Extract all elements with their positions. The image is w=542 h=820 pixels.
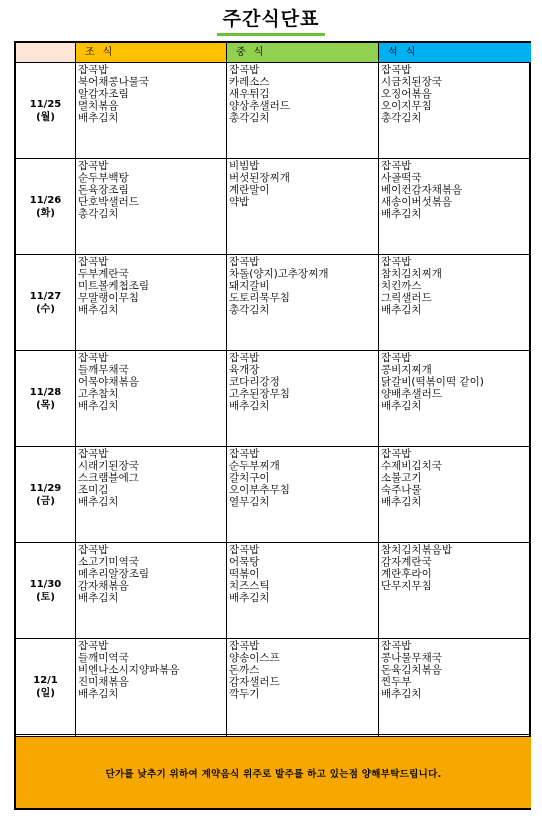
menu-item: 잡곡밥 (381, 160, 412, 172)
menu-item: 시금치된장국 (381, 76, 442, 88)
menu-item: 사골떡국 (381, 172, 422, 184)
menu-item: 진미채볶음 (78, 676, 129, 688)
menu-item: 알감자조림 (78, 88, 129, 100)
date-label: 11/27 (29, 290, 62, 302)
menu-item: 어묵탕 (229, 556, 260, 568)
menu-item: 코다리강정 (229, 376, 280, 388)
column-divider (378, 43, 379, 736)
menu-item: 숙주나물 (381, 484, 422, 496)
menu-item: 비엔나소시지양파볶음 (78, 664, 180, 676)
date-label: 11/25 (29, 98, 62, 110)
menu-item: 들깨무채국 (78, 364, 129, 376)
menu-item: 수제비김치국 (381, 460, 442, 472)
date-cell (16, 255, 75, 350)
dinner-menu-cell (378, 640, 531, 700)
menu-item: 새송이버섯볶음 (381, 196, 453, 208)
menu-item: 순두부백탕 (78, 172, 129, 184)
weekday-label: (월) (36, 111, 55, 123)
menu-item: 무말랭이무침 (78, 292, 139, 304)
menu-item: 약밥 (229, 196, 250, 208)
menu-item: 잡곡밥 (78, 544, 109, 556)
menu-item: 배추김치 (78, 496, 119, 508)
title-wrap (0, 6, 542, 36)
menu-item: 버섯된장찌개 (229, 172, 290, 184)
weekday-label: (수) (36, 303, 55, 315)
breakfast-menu-cell (75, 640, 226, 700)
menu-item: 열무김치 (229, 496, 270, 508)
menu-item: 잡곡밥 (229, 448, 260, 460)
date-cell (16, 63, 75, 158)
footer-notice (16, 736, 531, 808)
menu-item: 닭갈비(떡볶이떡 같이) (381, 376, 484, 388)
header-lunch-label: 중식 (236, 47, 272, 58)
menu-item: 배추김치 (381, 688, 422, 700)
menu-item: 갈치구이 (229, 472, 270, 484)
menu-item: 배추김치 (78, 688, 119, 700)
breakfast-menu-cell (75, 160, 226, 220)
menu-item: 북어채콩나물국 (78, 76, 150, 88)
breakfast-menu-cell (75, 352, 226, 412)
lunch-menu-cell (226, 640, 378, 700)
breakfast-menu-cell (75, 448, 226, 508)
menu-item: 총각김치 (381, 112, 422, 124)
menu-item: 새우튀김 (229, 88, 270, 100)
day-row (16, 351, 531, 447)
header-breakfast-label: 조식 (85, 47, 121, 58)
weekday-label: (목) (36, 399, 55, 411)
menu-item: 잡곡밥 (229, 640, 260, 652)
menu-item: 들깨미역국 (78, 652, 129, 664)
menu-item: 그릭샐러드 (381, 292, 432, 304)
menu-item: 도토리묵무침 (229, 292, 290, 304)
menu-item: 소고기미역국 (78, 556, 139, 568)
date-cell (16, 447, 75, 542)
menu-item: 소불고기 (381, 472, 422, 484)
menu-item: 잡곡밥 (78, 448, 109, 460)
menu-item: 감자샐러드 (229, 676, 280, 688)
day-row (16, 543, 531, 639)
menu-item: 메추리알장조림 (78, 568, 150, 580)
menu-item: 양송이스프 (229, 652, 280, 664)
menu-item: 잡곡밥 (229, 544, 260, 556)
column-divider (226, 43, 227, 736)
menu-item: 잡곡밥 (381, 64, 412, 76)
date-label: 11/28 (29, 386, 62, 398)
menu-item: 잡곡밥 (78, 640, 109, 652)
menu-item: 참치김치볶음밥 (381, 544, 453, 556)
menu-item: 어묵야채볶음 (78, 376, 139, 388)
header-breakfast (75, 43, 226, 63)
menu-item: 양배추샐러드 (381, 388, 442, 400)
menu-item: 오이부추무침 (229, 484, 290, 496)
column-divider (75, 43, 76, 736)
menu-item: 단무지무침 (381, 580, 432, 592)
menu-item: 스크램블에그 (78, 472, 139, 484)
menu-item: 비빔밥 (229, 160, 260, 172)
menu-item: 콩비지찌개 (381, 364, 432, 376)
menu-item: 베이컨감자채볶음 (381, 184, 463, 196)
menu-item: 잡곡밥 (381, 352, 412, 364)
dinner-menu-cell (378, 256, 531, 316)
menu-item: 미트볼케첩조림 (78, 280, 150, 292)
menu-item: 치킨까스 (381, 280, 422, 292)
menu-item: 배추김치 (78, 304, 119, 316)
day-row (16, 63, 531, 159)
menu-item: 카레소스 (229, 76, 270, 88)
menu-item: 배추김치 (381, 208, 422, 220)
date-cell (16, 543, 75, 638)
menu-table (14, 41, 531, 810)
date-label: 11/29 (29, 482, 62, 494)
menu-item: 잡곡밥 (78, 160, 109, 172)
menu-item: 단호박샐러드 (78, 196, 139, 208)
day-row (16, 447, 531, 543)
footer-text: 단가를 낮추기 위하여 계약음식 위주로 발주를 하고 있는점 양해부탁드립니다. (105, 768, 442, 780)
page-title: 주간식단표 (217, 6, 326, 36)
lunch-menu-cell (226, 256, 378, 316)
menu-item: 찐두부 (381, 676, 412, 688)
menu-item: 양상추샐러드 (229, 100, 290, 112)
menu-item: 오징어볶음 (381, 88, 432, 100)
menu-item: 잡곡밥 (229, 352, 260, 364)
menu-item: 차돌(양지)고추장찌개 (229, 268, 329, 280)
header-lunch (226, 43, 378, 63)
menu-item: 배추김치 (381, 304, 422, 316)
date-label: 11/30 (29, 578, 62, 590)
menu-item: 잡곡밥 (229, 256, 260, 268)
menu-item: 조미김 (78, 484, 109, 496)
lunch-menu-cell (226, 160, 378, 208)
weekday-label: (화) (36, 207, 55, 219)
dinner-menu-cell (378, 64, 531, 124)
menu-item: 치즈스틱 (229, 580, 270, 592)
menu-item: 감자계란국 (381, 556, 432, 568)
menu-item: 떡볶이 (229, 568, 260, 580)
menu-item: 잡곡밥 (78, 256, 109, 268)
menu-item: 감자채볶음 (78, 580, 129, 592)
menu-item: 총각김치 (229, 112, 270, 124)
menu-item: 콩나물무채국 (381, 652, 442, 664)
day-row (16, 639, 531, 735)
date-cell (16, 351, 75, 446)
menu-item: 배추김치 (78, 112, 119, 124)
weekday-label: (토) (36, 591, 55, 603)
menu-item: 배추김치 (229, 592, 270, 604)
breakfast-menu-cell (75, 64, 226, 124)
menu-item: 잡곡밥 (78, 352, 109, 364)
menu-item: 오이지무침 (381, 100, 432, 112)
dinner-menu-cell (378, 160, 531, 220)
breakfast-menu-cell (75, 256, 226, 316)
menu-item: 배추김치 (381, 400, 422, 412)
menu-item: 깍두기 (229, 688, 260, 700)
menu-item: 잡곡밥 (381, 256, 412, 268)
menu-item: 총각김치 (229, 304, 270, 316)
menu-item: 고추참치 (78, 388, 119, 400)
date-label: 11/26 (29, 194, 62, 206)
dinner-menu-cell (378, 544, 531, 592)
weekday-label: (금) (36, 495, 55, 507)
lunch-menu-cell (226, 544, 378, 604)
weekday-label: (일) (36, 687, 55, 699)
menu-item: 잡곡밥 (229, 64, 260, 76)
dinner-menu-cell (378, 352, 531, 412)
menu-item: 계란후라이 (381, 568, 432, 580)
header-dinner-label: 석식 (388, 47, 424, 58)
menu-item: 두부계란국 (78, 268, 129, 280)
menu-item: 멸치볶음 (78, 100, 119, 112)
date-cell (16, 639, 75, 734)
menu-item: 배추김치 (381, 496, 422, 508)
day-row (16, 159, 531, 255)
lunch-menu-cell (226, 448, 378, 508)
date-cell (16, 159, 75, 254)
menu-item: 계란말이 (229, 184, 270, 196)
header-dinner (378, 43, 531, 63)
menu-item: 돈육장조림 (78, 184, 129, 196)
menu-item: 육개장 (229, 364, 260, 376)
menu-item: 잡곡밥 (78, 64, 109, 76)
menu-item: 배추김치 (78, 400, 119, 412)
menu-item: 잡곡밥 (381, 640, 412, 652)
menu-item: 돈까스 (229, 664, 260, 676)
menu-item: 총각김치 (78, 208, 119, 220)
menu-item: 돈육김치볶음 (381, 664, 442, 676)
header-corner-cell (16, 43, 75, 63)
day-row (16, 255, 531, 351)
date-label: 12/1 (33, 674, 58, 686)
menu-item: 고추된장무침 (229, 388, 290, 400)
breakfast-menu-cell (75, 544, 226, 604)
menu-item: 배추김치 (78, 592, 119, 604)
lunch-menu-cell (226, 64, 378, 124)
menu-item: 참치김치찌개 (381, 268, 442, 280)
menu-item: 돼지갈비 (229, 280, 270, 292)
menu-item: 순두부찌개 (229, 460, 280, 472)
dinner-menu-cell (378, 448, 531, 508)
lunch-menu-cell (226, 352, 378, 412)
menu-item: 시래기된장국 (78, 460, 139, 472)
menu-item: 배추김치 (229, 400, 270, 412)
menu-item: 잡곡밥 (381, 448, 412, 460)
